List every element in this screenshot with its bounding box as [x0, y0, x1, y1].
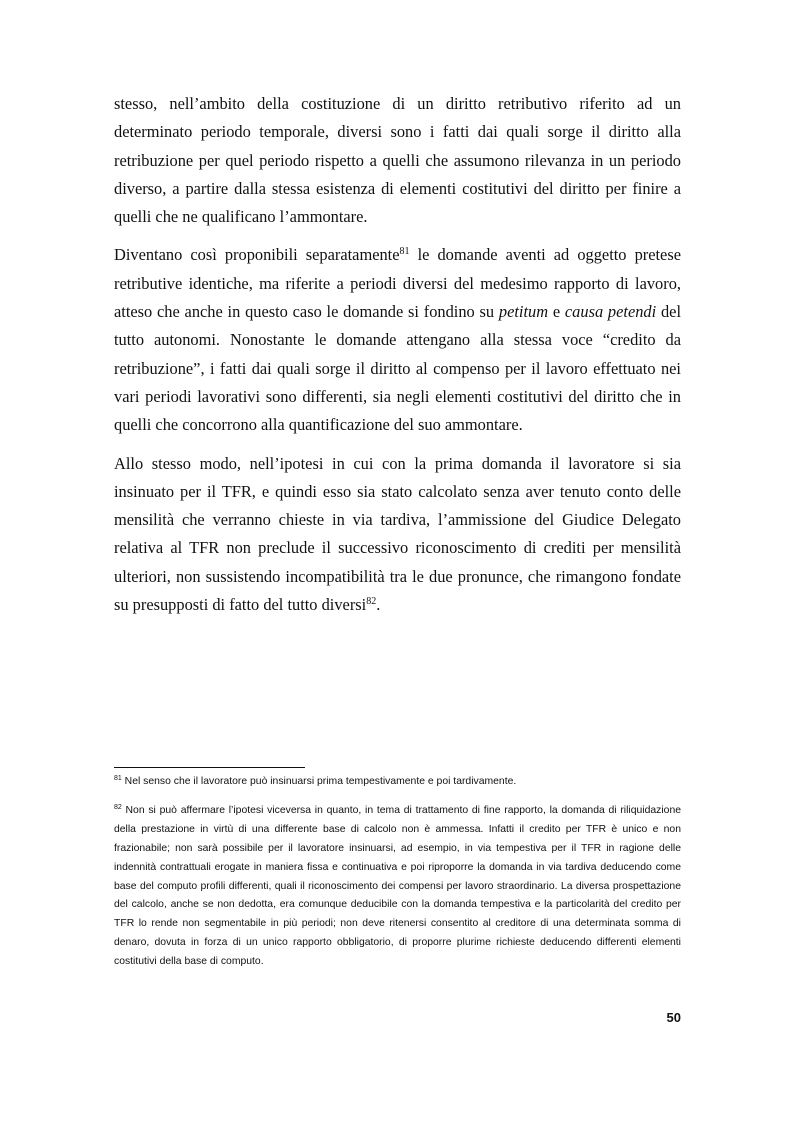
footnote-separator — [114, 767, 305, 768]
italic-petitum: petitum — [498, 302, 549, 322]
paragraph-3-text-b: . — [376, 595, 381, 615]
footnote-82-text: Non si può affermare l’ipotesi viceversa in quanto, in tema di trattamento di fine rapporto, la domanda di riliquidazione della prestazione in virtù di una differente base di calcolo non è ammessa. Infatti il credito per TFR è unico e non frazionabile; non sarà possibile per il lavoratore insinuarsi, ad esempio, in via tempestiva per il TFR in ragione delle indennità contrattuali erogate in maniera fissa e continuativa e poi riproporre la domanda in via tardiva deducendo come base del computo profili differenti, quali il riconoscimento dei compensi per lavoro straordinario. La diversa prospettazione del calcolo, anche se non dedotta, era comunque deducibile con la domanda tempestiva e la particolarità del credito per TFR lo rende non segmentabile in più periodi; non deve ritenersi consentito al creditore di una determinata somma di denaro, dovuta in forza di un unico rapporto obbligatorio, di proporre plurime richieste deducendo differenti elementi costitutivi della base di computo. — [114, 804, 681, 968]
page-number: 50 — [666, 1010, 681, 1025]
paragraph-2-text-d: del tutto autonomi. Nonostante le domande attengano alla stessa voce “credito da retribuzione”, i fatti dai quali sorge il diritto al compenso per il lavoro effettuato nei vari periodi lavorativi sono differenti, sia negli elementi costitutivi del diritto che in quelli che concorrono alla quantificazione del suo ammontare. — [114, 302, 681, 435]
paragraph-3-text-a: Allo stesso modo, nell’ipotesi in cui con la prima domanda il lavoratore si sia insinuato per il TFR, e quindi esso sia stato calcolato senza aver tenuto conto delle mensilità che verranno chieste in via tardiva, l’ammissione del Giudice Delegato relativa al TFR non preclude il successivo riconoscimento di crediti per mensilità ulteriori, non sussistendo incompatibilità tra le due pronunce, che rimangono fondate su presupposti di fatto del tutto diversi — [114, 453, 681, 615]
paragraph-3 — [114, 450, 681, 620]
paragraph-2-text-c: e — [548, 302, 565, 322]
paragraph-2-text-b: le domande aventi ad oggetto pretese retributive identiche, ma riferite a periodi diversi del medesimo rapporto di lavoro, atteso che anche in questo caso le domande si fondino su — [114, 245, 681, 322]
footnote-82-number: 82 — [114, 803, 122, 811]
footnote-82 — [114, 802, 681, 972]
footnote-81-text: Nel senso che il lavoratore può insinuarsi prima tempestivamente e poi tardivamente. — [121, 776, 517, 787]
paragraph-2 — [114, 241, 681, 439]
document-page — [114, 0, 681, 1123]
italic-causa-petendi: causa petendi — [564, 302, 657, 322]
footnote-ref-81[interactable]: 81 — [399, 246, 410, 258]
footnotes-section — [114, 773, 681, 982]
main-text — [114, 90, 681, 629]
footnote-81-number: 81 — [114, 775, 122, 782]
footnote-ref-82[interactable]: 82 — [366, 596, 377, 608]
paragraph-1 — [114, 90, 681, 231]
paragraph-2-text-a: Diventano così proponibili separatamente — [114, 245, 400, 265]
footnote-81 — [114, 773, 681, 792]
paragraph-1-text: stesso, nell’ambito della costituzione di un diritto retributivo riferito ad un determinato periodo temporale, diversi sono i fatti dai quali sorge il diritto alla retribuzione per quel periodo rispetto a quelli che assumono rilevanza in un periodo diverso, a partire dalla stessa esistenza di elementi costitutivi del diritto per finire a quelli che ne qualificano l’ammontare. — [114, 94, 681, 227]
